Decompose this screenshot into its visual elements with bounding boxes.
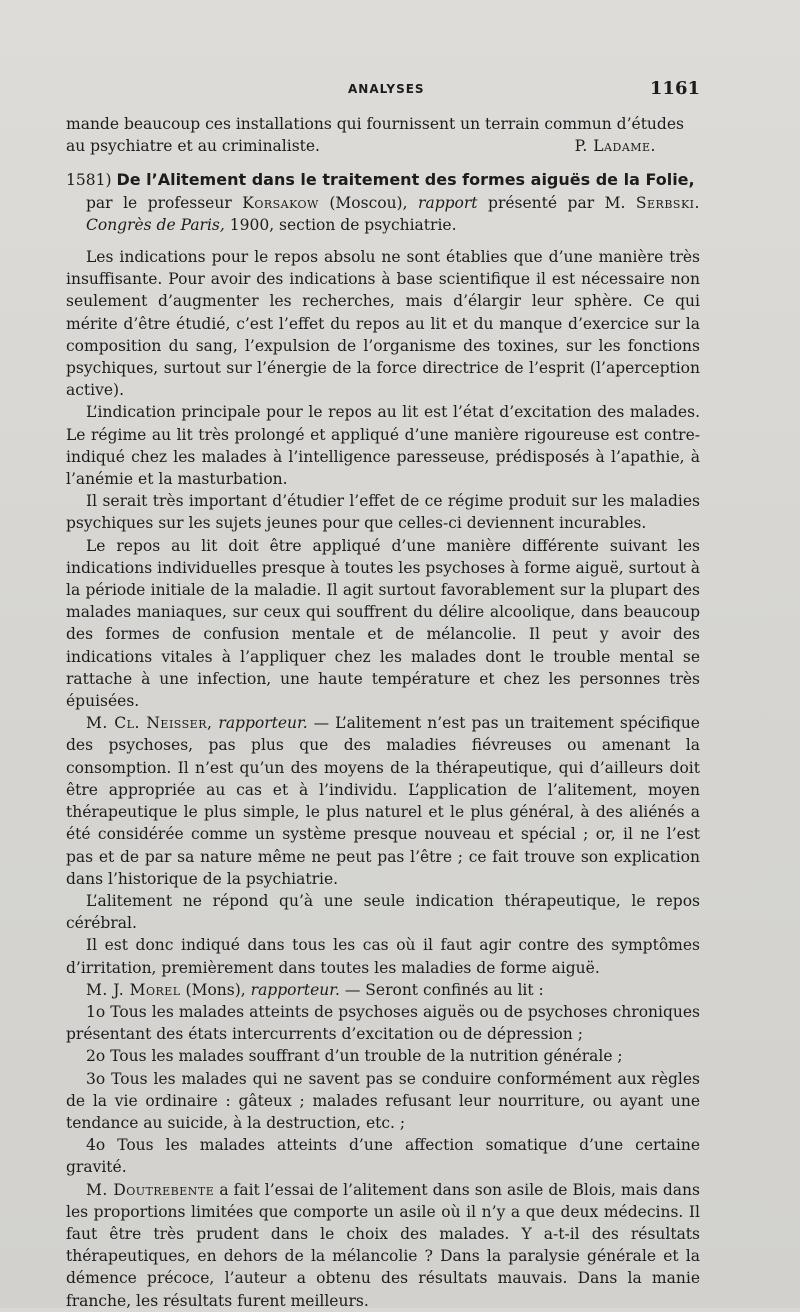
page-header xyxy=(66,80,700,104)
intro-line-2 xyxy=(66,135,700,157)
speaker-morel: M. J. Morel xyxy=(86,980,181,999)
entry-title-line xyxy=(66,169,700,191)
congress-name: Congrès de Paris, xyxy=(86,215,225,234)
speaker-neisser: M. Cl. Neisser, xyxy=(86,714,213,733)
entry-heading xyxy=(66,169,700,236)
page-body xyxy=(66,113,700,1312)
running-title: ANALYSES xyxy=(348,82,425,96)
entry-number: 1581) xyxy=(66,171,112,190)
congress-detail: 1900, section de psychiatrie. xyxy=(229,215,457,234)
list-item-4: 4o Tous les malades atteints d’une affection somatique d’une certaine gravité. xyxy=(66,1136,700,1177)
byline-prefix: par le professeur xyxy=(86,193,232,212)
morel-place: (Mons), xyxy=(185,980,246,999)
paragraph-5 xyxy=(66,712,700,890)
paragraph-7: Il est donc indiqué dans tous les cas où il faut agir contre des symptômes d’irritation, premièrement dans toutes les maladies de forme aiguë. xyxy=(66,936,700,977)
paragraph-8 xyxy=(66,979,700,1001)
list-item-2: 2o Tous les malades souffrant d’un trouble de la nutrition générale ; xyxy=(86,1047,623,1066)
page-number: 1161 xyxy=(649,78,700,99)
paragraph-3: Il serait très important d’étudier l’effet de ce régime produit sur les maladies psychiques sur les sujets jeunes pour que celles-ci deviennent incurables. xyxy=(66,492,700,533)
paragraph-1: Les indications pour le repos absolu ne sont établies que d’une manière très insuffisante. Pour avoir des indications à base scientifique il est nécessaire non seulement d’augmenter les recherches, mais d’élargir leur sphère. Ce qui mérite d’être étudié, c’est l’effet du repos au lit et du manque d’exercice sur la composition du sang, l’expulsion de l’organisme des toxines, sur les fonctions psychiques, surtout sur l’énergie de la force directrice de l’esprit (l’aperception active). xyxy=(66,248,700,400)
entry-title: De l’Alitement dans le traitement des formes aiguës de la Folie, xyxy=(116,170,695,190)
role-rapport: rapport xyxy=(418,193,478,212)
role-morel: rapporteur. xyxy=(250,980,340,999)
author-korsakow-place: (Moscou), xyxy=(329,193,408,212)
paragraph-8-text: — Seront confinés au lit : xyxy=(344,980,544,999)
presented-by: présenté par M. xyxy=(488,193,626,212)
author-korsakow: Korsakow xyxy=(242,193,319,212)
entry-byline xyxy=(66,192,700,236)
intro-line-1: mande beaucoup ces installations qui fournissent un terrain commun d’études xyxy=(66,115,684,133)
paragraph-9-text: a fait l’essai de l’alitement dans son asile de Blois, mais dans les proportions limitées que comporte un asile où il n’y a que deux médecins. Il faut être très prudent dans le choix des malades. Y a-t-il des résultats thérapeutiques, en dehors de la mélancolie ? Dans la paralysie générale et la démence précoce, l’auteur a obtenu des résultats mauvais. Dans la manie franche, les résultats furent meilleurs. xyxy=(66,1180,700,1310)
list-item-1: 1o Tous les malades atteints de psychoses aiguës ou de psychoses chroniques présentant des états intercurrents d’excitation ou de dépression ; xyxy=(66,1002,700,1044)
list-item-3: 3o Tous les malades qui ne savent pas se conduire conformément aux règles de la vie ordinaire : gâteux ; malades refusant leur nourriture, ou ayant une tendance au suicide, à la destruction, etc. ; xyxy=(66,1069,700,1132)
speaker-doutrebente: M. Doutrebente xyxy=(86,1180,215,1199)
intro-signature: P. Ladame. xyxy=(574,137,656,156)
intro-line-2-text: au psychiatre et au criminaliste. xyxy=(66,137,320,156)
author-serbski: Serbski. xyxy=(635,193,700,212)
paragraph-6: L’alitement ne répond qu’à une seule indication thérapeutique, le repos cérébral. xyxy=(66,891,700,933)
paragraph-2: L’indication principale pour le repos au lit est l’état d’excitation des malades. Le régime au lit très prolongé et appliqué d’une manière rigoureuse est contre-indiqué chez les malades à l’intelligence paresseuse, prédisposés à l’apathie, à l’anémie et la masturbation. xyxy=(66,403,700,489)
paragraph-9 xyxy=(66,1179,700,1312)
paragraph-4: Le repos au lit doit être appliqué d’une manière différente suivant les indications individuelles presque à toutes les psychoses à forme aiguë, surtout à la période initiale de la maladie. Il agit surtout favorablement sur la plupart des malades maniaques, sur ceux qui souffrent du délire alcoolique, dans beaucoup des formes de confusion mentale et de mélancolie. Il peut y avoir des indications vitales à l’appliquer chez les malades dont le trouble mental se rattache à une infection, une haute température et chez les personnes très épuisées. xyxy=(66,536,700,711)
paragraph-5-text: — L’alitement n’est pas un traitement spécifique des psychoses, pas plus que des maladies fiévreuses ou amenant la consomption. Il n’est qu’un des moyens de la thérapeutique, qui d’ailleurs doit être appropriée au cas et à l’individu. L’application de l’alitement, moyen thérapeutique le plus simple, le plus naturel et le plus général, à des aliénés a été considérée comme un système presque nouveau et spécial ; or, il ne l’est pas et de par sa nature même ne peut pas l’être ; ce fait trouve son explication dans l’historique de la psychiatrie. xyxy=(66,714,700,888)
role-neisser: rapporteur. xyxy=(218,714,308,733)
